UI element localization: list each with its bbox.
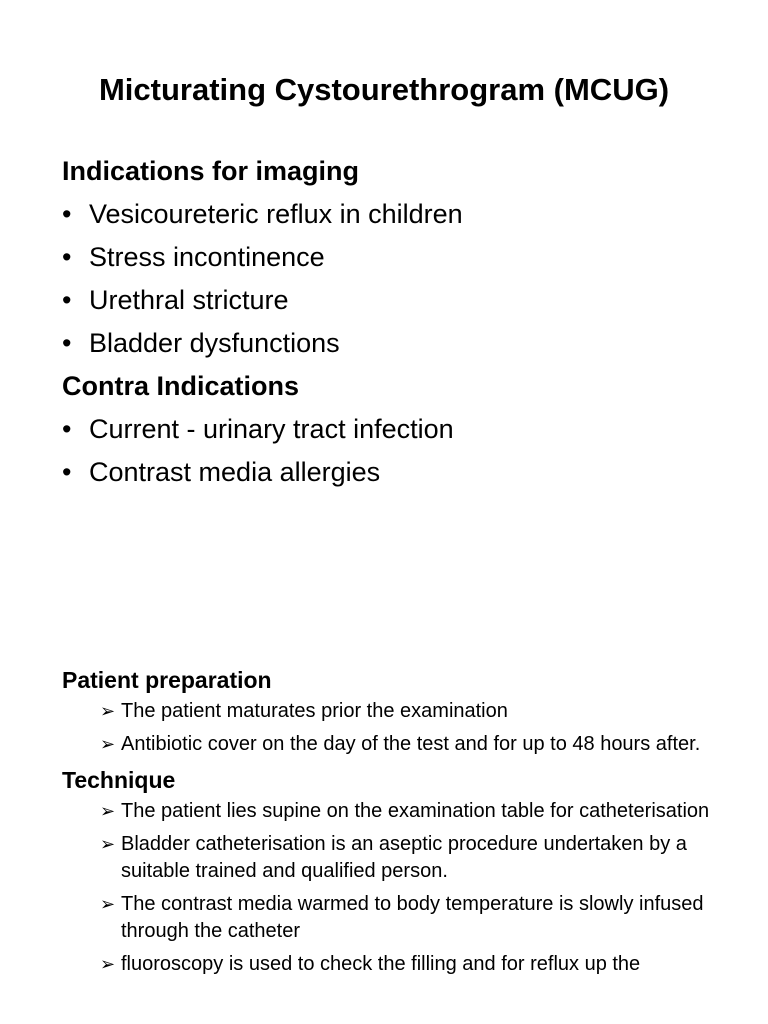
technique-text: The patient lies supine on the examination table for catheterisation <box>121 800 710 822</box>
list-item <box>100 951 721 978</box>
indication-text: Bladder dysfunctions <box>89 328 340 358</box>
contra-indications-heading: Contra Indications <box>62 371 300 401</box>
bullet-icon: • <box>62 285 72 315</box>
list-item <box>62 236 752 279</box>
preparation-text: The patient maturates prior the examination <box>121 700 508 722</box>
slide-title: Micturating Cystourethrogram (MCUG) <box>98 72 670 107</box>
technique-text: fluoroscopy is used to check the filling and for reflux up the <box>121 953 641 975</box>
list-item <box>62 279 752 322</box>
bullet-icon: • <box>62 328 72 358</box>
bullet-icon: • <box>62 242 72 272</box>
slide-2-body <box>62 664 752 984</box>
patient-preparation-list <box>62 698 752 758</box>
indication-text: Stress incontinence <box>89 242 325 272</box>
list-item <box>62 451 752 494</box>
arrow-bullet-icon: ➢ <box>100 894 116 914</box>
slide-1-body <box>62 150 752 494</box>
list-item <box>100 798 721 825</box>
bullet-icon: • <box>62 414 72 444</box>
indication-text: Urethral stricture <box>89 285 289 315</box>
patient-preparation-heading: Patient preparation <box>62 667 272 693</box>
arrow-bullet-icon: ➢ <box>100 734 116 754</box>
arrow-bullet-icon: ➢ <box>100 701 116 721</box>
bullet-icon: • <box>62 457 72 487</box>
technique-text: The contrast media warmed to body temperature is slowly infused through the catheter <box>121 893 704 942</box>
list-item <box>100 731 721 758</box>
list-item <box>62 193 752 236</box>
arrow-bullet-icon: ➢ <box>100 834 116 854</box>
indication-text: Vesicoureteric reflux in children <box>89 199 463 229</box>
technique-text: Bladder catheterisation is an aseptic procedure undertaken by a suitable trained and qualified person. <box>121 833 687 882</box>
arrow-bullet-icon: ➢ <box>100 954 116 974</box>
technique-list <box>62 798 752 978</box>
contra-indication-text: Current - urinary tract infection <box>89 414 454 444</box>
bullet-icon: • <box>62 199 72 229</box>
list-item <box>62 322 752 365</box>
contra-indication-text: Contrast media allergies <box>89 457 381 487</box>
list-item <box>100 831 721 885</box>
indications-heading: Indications for imaging <box>62 156 360 186</box>
indications-list <box>62 193 752 365</box>
slide-2 <box>0 640 768 1024</box>
arrow-bullet-icon: ➢ <box>100 801 116 821</box>
preparation-text: Antibiotic cover on the day of the test and for up to 48 hours after. <box>121 733 701 755</box>
contra-indications-list <box>62 408 752 494</box>
list-item <box>100 891 721 945</box>
list-item <box>100 698 721 725</box>
list-item <box>62 408 752 451</box>
technique-heading: Technique <box>62 767 176 793</box>
